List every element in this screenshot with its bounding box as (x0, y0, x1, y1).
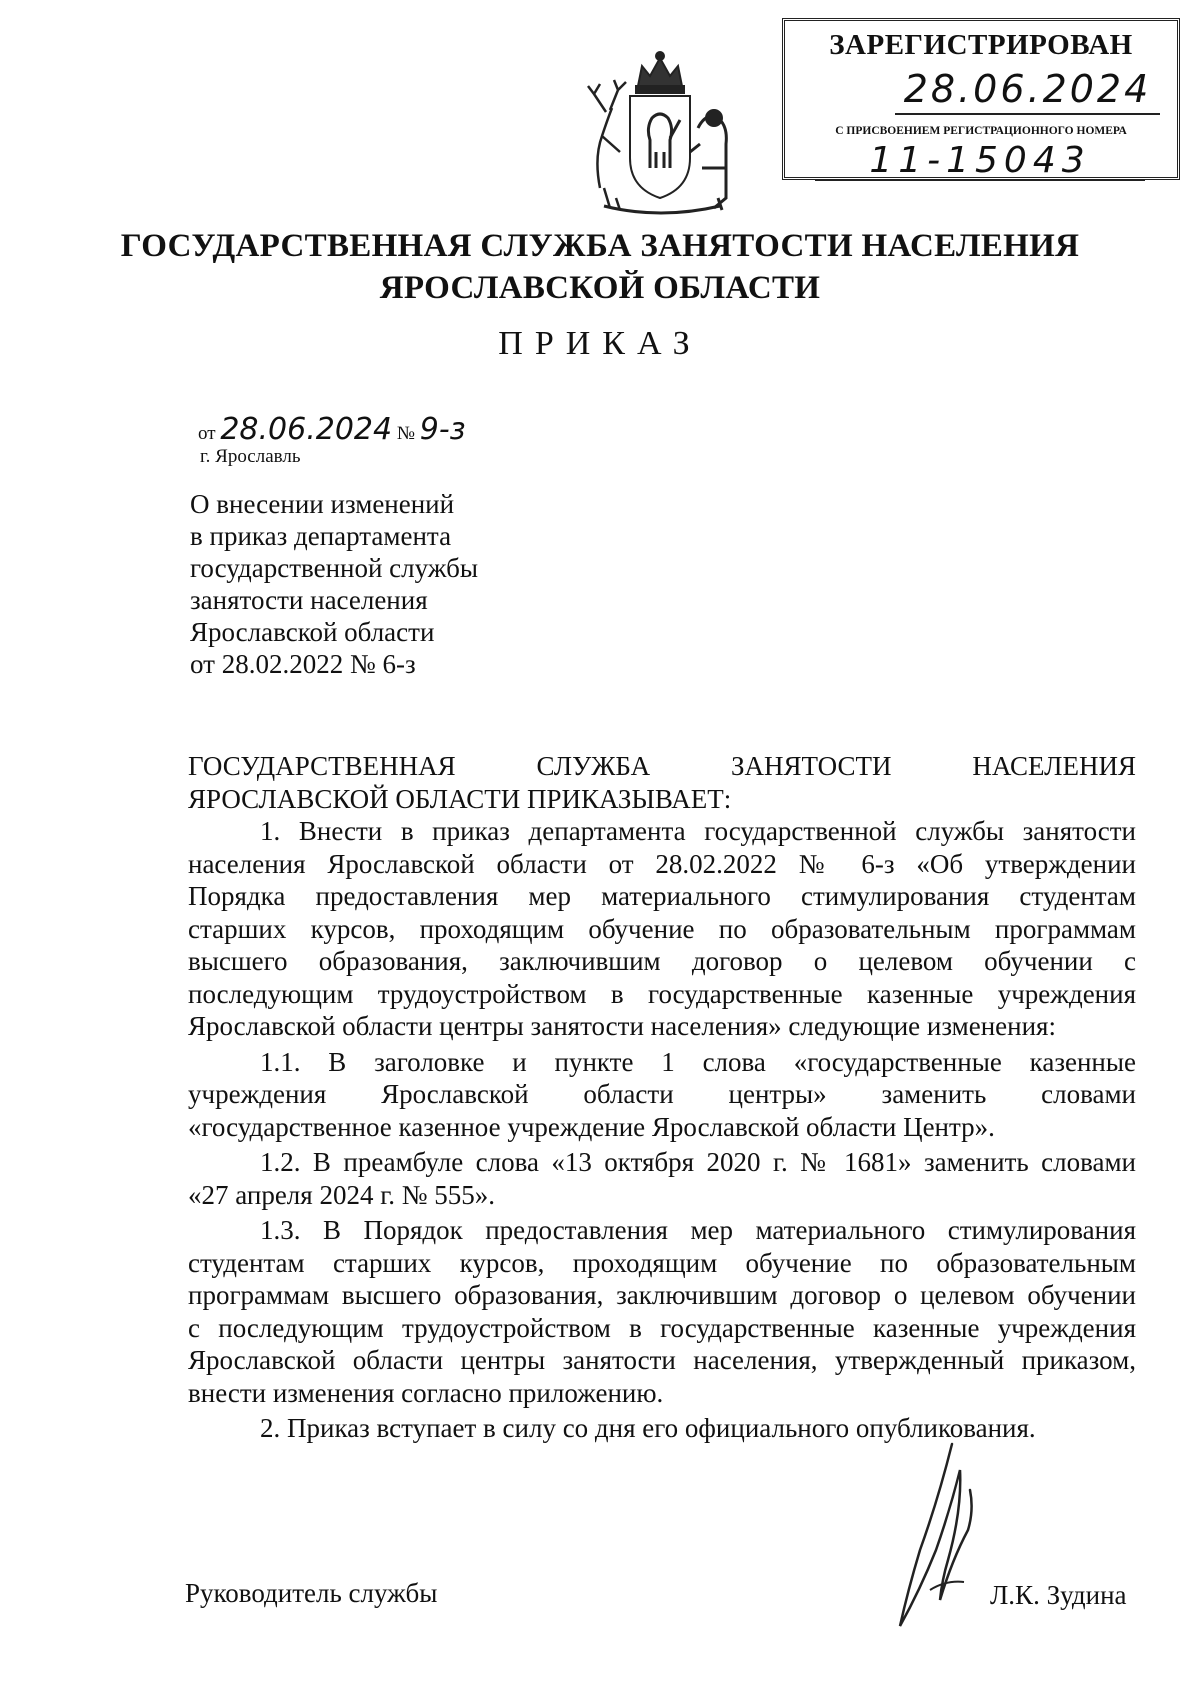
preamble-word: СЛУЖБА (536, 751, 651, 781)
paragraph-1-2-line: 1.2. В преамбуле слова «13 октября 2020 г. № 1681» заменить словами (260, 1147, 1136, 1177)
paragraph-1-3-line: студентам старших курсов, проходящим обучение по образовательным (188, 1247, 1136, 1278)
preamble-line1 (188, 750, 1136, 783)
paragraph-1-1-line: «государственное казенное учреждение Ярославской области Центр». (188, 1111, 995, 1142)
organization-name-line2: ЯРОСЛАВСКОЙ ОБЛАСТИ (379, 270, 821, 306)
paragraph-2: 2. Приказ вступает в силу со дня его официального опубликования. (260, 1413, 1036, 1443)
order-number: 9-з (419, 412, 466, 447)
subject-line: О внесении изменений (190, 489, 455, 519)
subject-line: Ярославской области (190, 617, 435, 647)
stamp-registration-number: 11-15043 (815, 141, 1145, 181)
paragraph-1-3-line: внести изменения согласно приложению. (188, 1377, 664, 1408)
organization-name (0, 225, 1200, 309)
preamble-line2: ЯРОСЛАВСКОЙ ОБЛАСТИ ПРИКАЗЫВАЕТ: (188, 783, 732, 814)
subject-line: в приказ департамента (190, 521, 452, 551)
paragraph-1-line: Порядка предоставления мер материального стимулирования студентам (188, 881, 1136, 911)
number-label: № (396, 423, 415, 444)
paragraph-1-line: последующим трудоустройством в государственные казенные учреждения (188, 978, 1136, 1009)
registration-stamp (782, 18, 1180, 180)
preamble-word: ГОСУДАРСТВЕННАЯ (188, 751, 456, 781)
coat-of-arms-icon (580, 48, 740, 216)
city: г. Ярославль (200, 446, 301, 467)
organization-name-line1: ГОСУДАРСТВЕННАЯ СЛУЖБА ЗАНЯТОСТИ НАСЕЛЕНИЯ (120, 228, 1080, 264)
order-body (188, 750, 1136, 1445)
subject-line: занятости населения (190, 585, 428, 615)
signer-position: Руководитель службы (185, 1578, 438, 1608)
paragraph-1-line: Ярославской области центры занятости населения» следующие изменения: (188, 1011, 1056, 1041)
stamp-date: 28.06.2024 (895, 65, 1160, 115)
paragraph-1-3-line: 1.3. В Порядок предоставления мер материального стимулирования (260, 1215, 1136, 1245)
subject-line: от 28.02.2022 № 6-з (190, 649, 416, 679)
stamp-subtitle: С ПРИСВОЕНИЕМ РЕГИСТРАЦИОННОГО НОМЕРА (835, 125, 1127, 137)
paragraph-1-line: старших курсов, проходящим обучение по образовательным программам (188, 913, 1136, 944)
paragraph-1-2-line: «27 апреля 2024 г. № 555». (188, 1179, 495, 1210)
handwritten-signature-icon (890, 1440, 1000, 1630)
order-date: 28.06.2024 (220, 412, 393, 447)
subject-line: государственной службы (190, 553, 478, 583)
paragraph-1-3-line: программам высшего образования, заключившим договор о целевом обучении (188, 1280, 1136, 1310)
order-subject (190, 488, 478, 680)
paragraph-1-1-line: учреждения Ярославской области центры» заменить словами (188, 1079, 1136, 1109)
paragraph-1-line: 1. Внести в приказ департамента государственной службы занятости (260, 816, 1136, 846)
from-label: от (198, 423, 216, 444)
document-type: ПРИКАЗ (498, 325, 702, 362)
preamble-word: НАСЕЛЕНИЯ (972, 751, 1136, 781)
paragraph-1-3-line: Ярославской области центры занятости населения, утвержденный приказом, (188, 1345, 1136, 1375)
stamp-title: ЗАРЕГИСТРИРОВАН (829, 29, 1133, 61)
paragraph-1-1-line: 1.1. В заголовке и пункте 1 слова «государственные казенные (260, 1046, 1136, 1077)
paragraph-1-line: населения Ярославской области от 28.02.2022 № 6-з «Об утверждении (188, 848, 1136, 879)
preamble-word: ЗАНЯТОСТИ (730, 751, 892, 781)
paragraph-1-3-line: с последующим трудоустройством в государственные казенные учреждения (188, 1312, 1136, 1343)
paragraph-1-line: высшего образования, заключившим договор о целевом обучении с (188, 946, 1136, 976)
signer-name: Л.К. Зудина (990, 1580, 1127, 1610)
